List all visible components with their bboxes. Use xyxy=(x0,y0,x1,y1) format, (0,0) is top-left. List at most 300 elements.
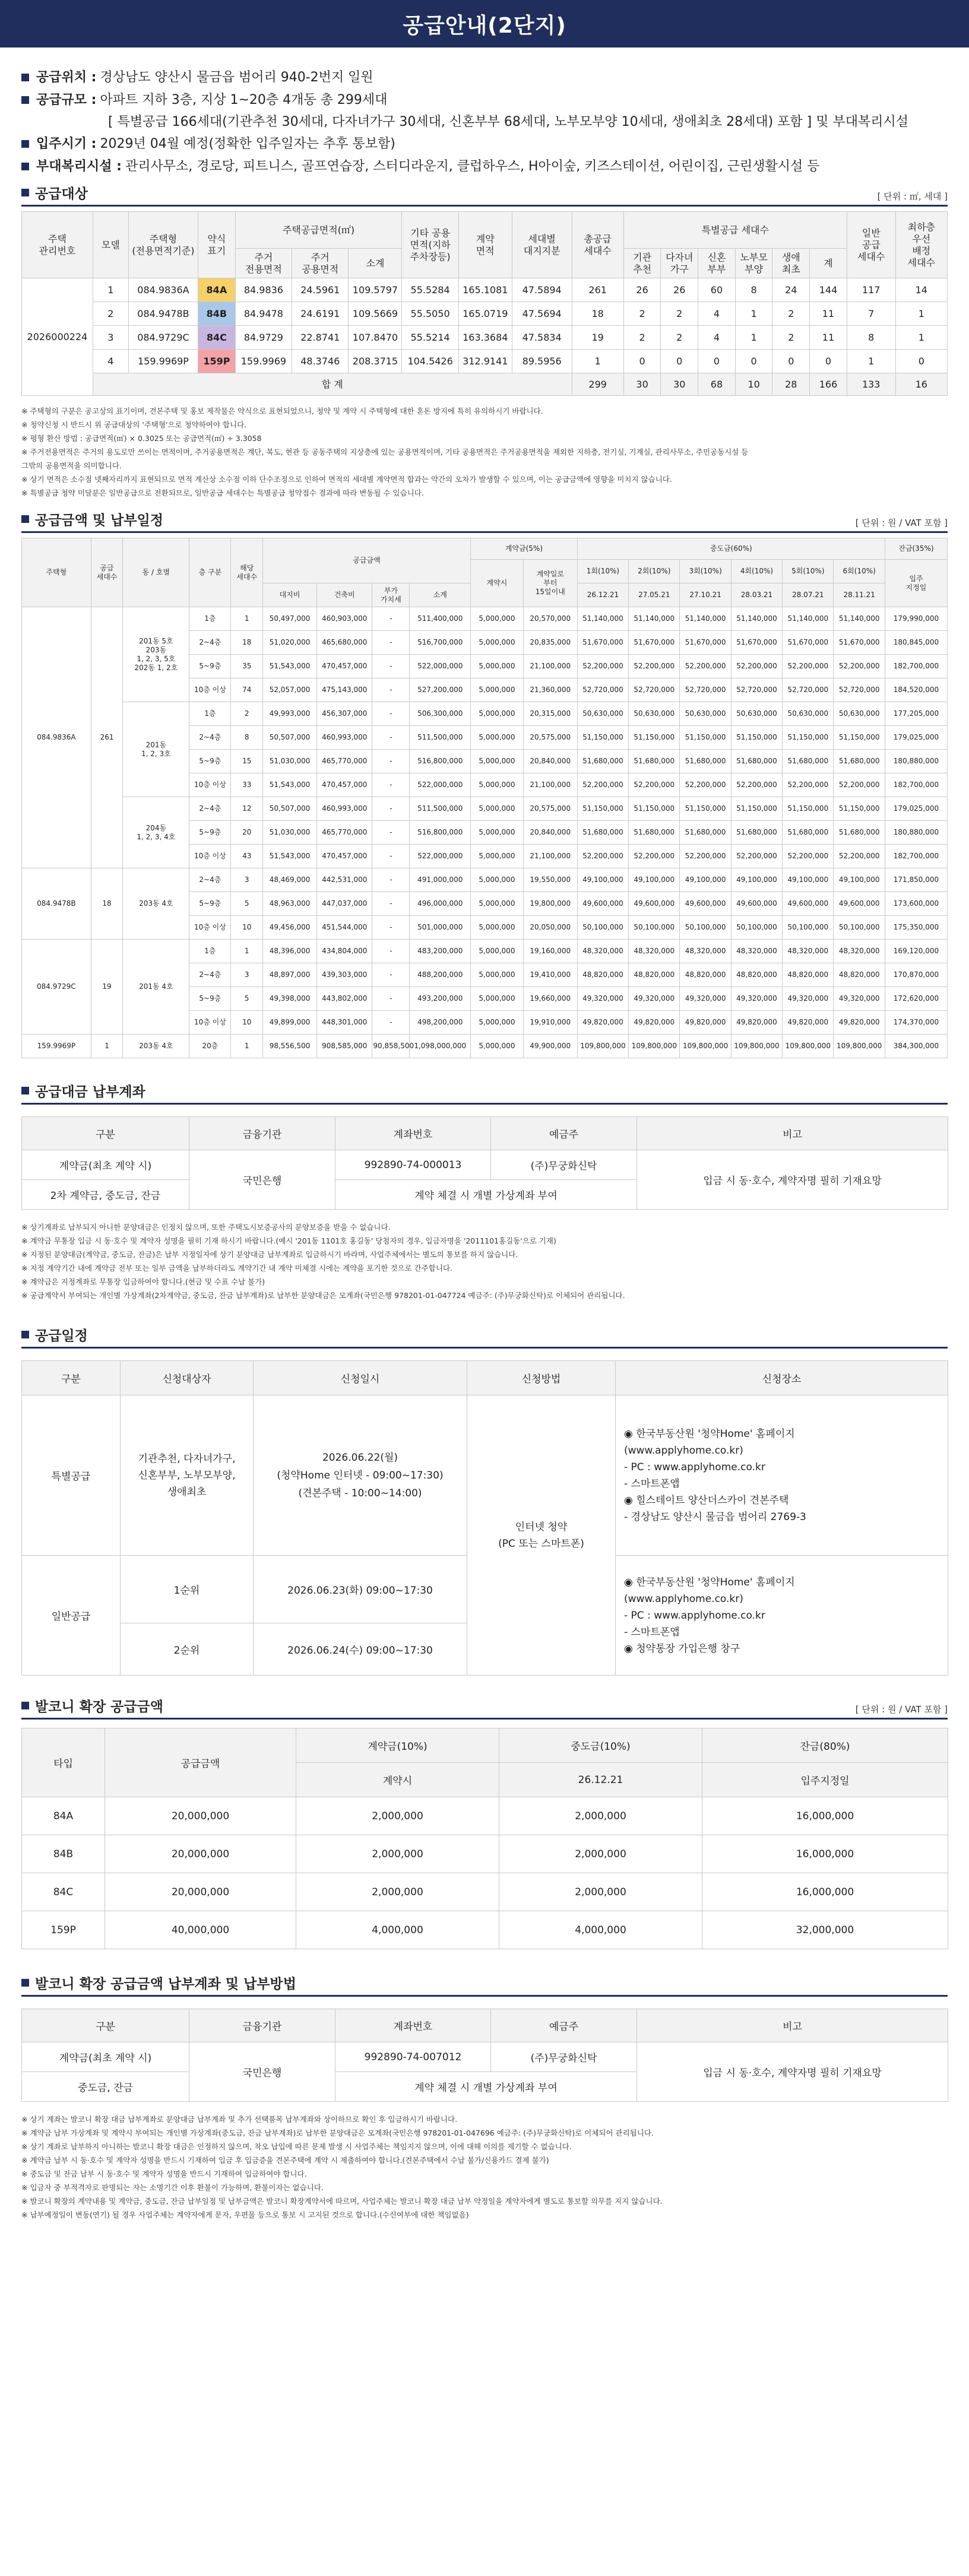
table-cell: 5,000,000 xyxy=(471,726,524,750)
table-cell: - xyxy=(372,916,410,940)
table-cell: 908,585,000 xyxy=(317,1035,372,1058)
table-cell: 51,680,000 xyxy=(731,821,782,845)
table-cell: 208.3715 xyxy=(349,350,402,373)
notes-supply-target xyxy=(21,404,948,500)
header-cell: 27.05.21 xyxy=(629,583,680,607)
table-cell: 48,320,000 xyxy=(834,940,885,963)
table-cell: 488,200,000 xyxy=(410,963,471,987)
table-cell: 49,993,000 xyxy=(263,702,317,726)
header-cell: 6회(10%) xyxy=(834,560,885,583)
table-header-row xyxy=(22,538,948,560)
table-cell: 51,150,000 xyxy=(783,797,834,821)
table-cell: 1층 xyxy=(189,607,231,631)
balcony-account-table xyxy=(21,2009,948,2102)
section-title: 발코니 확장 공급금액 납부계좌 및 납부방법 xyxy=(35,1977,296,1992)
table-cell: 498,200,000 xyxy=(410,1011,471,1035)
table-cell: 계약금(최초 계약 시) xyxy=(22,2042,189,2072)
table-cell: 1 xyxy=(735,326,772,350)
section-header-payment-account xyxy=(21,1081,948,1105)
table-cell: 16,000,000 xyxy=(702,1873,948,1911)
table-cell: - xyxy=(372,892,410,916)
table-cell: 109.5669 xyxy=(349,302,402,326)
header-cell: 계약일로 부터 15일이내 xyxy=(523,560,577,607)
table-cell: 51,020,000 xyxy=(263,631,317,655)
table-cell: 8 xyxy=(735,278,772,302)
table-cell: 51,140,000 xyxy=(731,607,782,631)
table-cell: 4 xyxy=(93,350,128,373)
table-cell: 52,200,000 xyxy=(834,773,885,797)
table-cell: - xyxy=(372,607,410,631)
table-cell: 20,570,000 xyxy=(523,607,577,631)
header-cell: 4회(10%) xyxy=(731,560,782,583)
table-cell: 133 xyxy=(847,373,895,396)
table-cell: 52,200,000 xyxy=(577,773,628,797)
table-cell: 1 xyxy=(93,278,128,302)
note-line: ※ 평형 환산 방법 : 공급면적(㎡) × 0.3025 또는 공급면적(㎡) ÷ 3.3058 xyxy=(21,434,262,443)
type-cell: 084.9729C xyxy=(22,940,91,1035)
table-cell: 52,200,000 xyxy=(731,655,782,678)
table-cell: 51,670,000 xyxy=(629,631,680,655)
table-cell: 52,200,000 xyxy=(834,845,885,868)
table-cell: (주)무궁화신탁 xyxy=(491,2042,637,2072)
table-cell: - xyxy=(372,868,410,892)
table-cell: 50,507,000 xyxy=(263,797,317,821)
table-cell: 52,200,000 xyxy=(783,773,834,797)
table-cell: 19 xyxy=(572,326,623,350)
table-cell: 456,307,000 xyxy=(317,702,372,726)
section-title: 발코니 확장 공급금액 xyxy=(35,1699,163,1715)
table-cell: 60 xyxy=(698,278,736,302)
table-cell: 51,543,000 xyxy=(263,773,317,797)
header-cell: 계약금(5%) xyxy=(471,538,578,560)
price-row xyxy=(22,868,948,892)
table-cell: 5,000,000 xyxy=(471,655,524,678)
table-cell: 8 xyxy=(231,726,263,750)
header-cell: 타입 xyxy=(22,1728,105,1797)
header-cell: 3회(10%) xyxy=(680,560,731,583)
table-cell: 84.9729 xyxy=(235,326,292,350)
section-header-schedule xyxy=(21,1325,948,1349)
table-cell: 50,507,000 xyxy=(263,726,317,750)
header-cell: 모델 xyxy=(93,212,128,278)
table-cell: 3 xyxy=(231,963,263,987)
table-cell: 33 xyxy=(231,773,263,797)
table-cell: 2,000,000 xyxy=(499,1873,702,1911)
mgmt-number: 2026000224 xyxy=(22,278,93,396)
table-cell: 5,000,000 xyxy=(471,868,524,892)
info-value: 관리사무소, 경로당, 피트니스, 골프연습장, 스터디라운지, 클럽하우스, H아이숲, 키즈스테이션, 어린이집, 근린생활시설 등 xyxy=(125,159,820,174)
table-cell: 19,660,000 xyxy=(523,987,577,1011)
table-cell: 179,025,000 xyxy=(885,797,947,821)
note-line: ※ 상기 계좌는 발코니 확장 대금 납부계좌로 분양대금 납부계좌 및 추가 선택품목 납부계좌와 상이하므로 확인 후 입금하시기 바랍니다. xyxy=(21,2115,458,2124)
table-cell: 48.3746 xyxy=(292,350,349,373)
table-cell: 19,160,000 xyxy=(523,940,577,963)
table-cell: 2,000,000 xyxy=(296,1873,499,1911)
table-cell: 1층 xyxy=(189,940,231,963)
table-cell: 49,820,000 xyxy=(577,1011,628,1035)
application-schedule-table xyxy=(21,1360,948,1676)
note-line: ※ 중도금 및 잔금 납부 시 동·호수 및 계약자 성명을 반드시 기재하여 입금하여야 합니다. xyxy=(21,2169,307,2178)
table-cell: 49,320,000 xyxy=(783,987,834,1011)
info-value: 2029년 04월 예정(정확한 입주일자는 추후 통보함) xyxy=(100,137,395,151)
table-cell: 4 xyxy=(698,326,736,350)
table-cell: 49,320,000 xyxy=(680,987,731,1011)
table-cell: 49,100,000 xyxy=(834,868,885,892)
table-cell: 52,200,000 xyxy=(629,845,680,868)
bullet-icon xyxy=(21,74,29,81)
header-cell: 신청장소 xyxy=(616,1361,948,1395)
table-cell: 434,804,000 xyxy=(317,940,372,963)
table-cell: 496,000,000 xyxy=(410,892,471,916)
table-cell: 49,820,000 xyxy=(834,1011,885,1035)
table-cell: 11 xyxy=(810,302,847,326)
account-row xyxy=(22,1150,948,1180)
table-cell: 50,100,000 xyxy=(731,916,782,940)
table-cell: 16,000,000 xyxy=(702,1835,948,1873)
table-cell: 084.9836A xyxy=(128,278,198,302)
bullet-icon xyxy=(21,96,29,104)
table-cell: 14 xyxy=(895,278,947,302)
table-cell: 5 xyxy=(231,987,263,1011)
table-cell: 10층 이상 xyxy=(189,916,231,940)
table-cell: 465,770,000 xyxy=(317,821,372,845)
table-cell: 26 xyxy=(623,278,661,302)
table-cell: 5~9층 xyxy=(189,987,231,1011)
table-cell: 계약 체결 시 개별 가상계좌 부여 xyxy=(335,1180,637,1210)
header-cell: 예금주 xyxy=(491,2009,637,2042)
table-cell: - xyxy=(372,845,410,868)
table-cell: 159.9969P xyxy=(128,350,198,373)
method-cell: 인터넷 청약 (PC 또는 스마트폰) xyxy=(467,1395,616,1676)
table-cell: 49,820,000 xyxy=(680,1011,731,1035)
page-title: 공급안내(2단지) xyxy=(0,0,969,47)
table-cell: 2,000,000 xyxy=(296,1835,499,1873)
table-cell: 49,100,000 xyxy=(577,868,628,892)
total-row xyxy=(22,373,948,396)
table-cell: 49,820,000 xyxy=(783,1011,834,1035)
dong-cell: 201동 5호 203동 1, 2, 3, 5호 202동 1, 2호 xyxy=(123,607,189,702)
table-cell: - xyxy=(372,702,410,726)
table-row xyxy=(22,302,948,326)
table-cell: 49,100,000 xyxy=(783,868,834,892)
price-row xyxy=(22,702,948,726)
account-number: 992890-74-007012 xyxy=(335,2042,491,2072)
table-cell: 51,150,000 xyxy=(680,726,731,750)
table-cell: 50,630,000 xyxy=(680,702,731,726)
note-line: ※ 계약금 납부 가상계좌 및 계약시 부여되는 개인별 가상계좌(중도금, 잔금 납부계좌)로 납부한 분양대금은 모계좌(국민은행 978201-01-047696 예금주: (주)무궁화신탁)로 이체되어 관리됩니다. xyxy=(21,2128,654,2137)
header-cell: 총공급 세대수 xyxy=(572,212,623,278)
table-cell: 52,200,000 xyxy=(834,655,885,678)
table-cell: 35 xyxy=(231,655,263,678)
header-cell: 중도금(10%) xyxy=(499,1728,702,1763)
note-line: ※ 특별공급 청약 미달분은 일반공급으로 전환되므로, 일반공급 세대수는 특별공급 청약접수 결과에 따라 변동될 수 있습니다. xyxy=(21,488,424,497)
table-cell: 1 xyxy=(231,1035,263,1058)
table-cell: 52,200,000 xyxy=(577,845,628,868)
table-cell: 74 xyxy=(231,678,263,702)
table-cell: 51,680,000 xyxy=(834,821,885,845)
table-cell: 52,200,000 xyxy=(577,655,628,678)
table-cell: - xyxy=(372,987,410,1011)
header-cell: 1회(10%) xyxy=(577,560,628,583)
table-cell: 49,899,000 xyxy=(263,1011,317,1035)
header-cell: 주거 전용면적 xyxy=(235,249,292,278)
table-cell: 51,140,000 xyxy=(577,607,628,631)
balcony-row xyxy=(22,1797,948,1835)
header-cell: 구분 xyxy=(22,1117,189,1150)
table-cell: 475,143,000 xyxy=(317,678,372,702)
note-line: ※ 주택형의 구분은 공고상의 표기이며, 견본주택 및 홍보 제작물은 약식으로 표현되었으니, 청약 및 계약 시 주택형에 대한 혼돈 방지에 특히 유의하시기 바랍니다. xyxy=(21,407,543,415)
table-cell: 5,000,000 xyxy=(471,963,524,987)
table-cell: 516,800,000 xyxy=(410,750,471,773)
table-cell: 20,000,000 xyxy=(105,1873,296,1911)
header-cell: 건축비 xyxy=(317,583,372,607)
table-cell: 177,205,000 xyxy=(885,702,947,726)
table-cell: 180,880,000 xyxy=(885,821,947,845)
type-cell: 159.9969P xyxy=(22,1035,91,1058)
bullet-icon xyxy=(21,515,29,523)
type-badge: 84B xyxy=(198,302,236,326)
table-cell: 계약 체결 시 개별 가상계좌 부여 xyxy=(335,2072,637,2102)
table-cell: 5,000,000 xyxy=(471,678,524,702)
table-cell: - xyxy=(372,1011,410,1035)
table-cell: 51,680,000 xyxy=(783,821,834,845)
rank-cell: 2순위 xyxy=(121,1623,254,1676)
table-cell: 5~9층 xyxy=(189,892,231,916)
table-cell: 0 xyxy=(772,350,810,373)
target-cell: 기관추천, 다자녀가구, 신혼부부, 노부모부양, 생애최초 xyxy=(121,1395,254,1556)
table-cell: 51,150,000 xyxy=(680,797,731,821)
header-cell: 26.12.21 xyxy=(499,1763,702,1797)
bullet-icon xyxy=(21,1331,29,1338)
table-cell: 50,630,000 xyxy=(834,702,885,726)
table-cell: 52,200,000 xyxy=(680,773,731,797)
note-line: ※ 지정 계약기간 내에 계약금 전부 또는 일부 금액을 납부하더라도 계약기간 내 계약 미체결 시에는 계약을 포기한 것으로 간주합니다. xyxy=(21,1264,452,1273)
table-cell: 084.9478B xyxy=(128,302,198,326)
table-cell: 52,200,000 xyxy=(731,773,782,797)
table-cell: 163.3684 xyxy=(458,326,512,350)
header-cell: 잔금(35%) xyxy=(885,538,947,560)
header-cell: 최하층 우선 배정 세대수 xyxy=(895,212,947,278)
table-cell: 5,000,000 xyxy=(471,940,524,963)
price-row xyxy=(22,940,948,963)
table-cell: 43 xyxy=(231,845,263,868)
table-cell: 48,320,000 xyxy=(577,940,628,963)
table-cell: 470,457,000 xyxy=(317,845,372,868)
table-cell: 5,000,000 xyxy=(471,1035,524,1058)
table-cell: 2~4층 xyxy=(189,868,231,892)
section-title: 공급대상 xyxy=(35,186,88,202)
table-cell: 166 xyxy=(810,373,847,396)
table-cell: - xyxy=(372,821,410,845)
table-cell: 451,544,000 xyxy=(317,916,372,940)
date-cell: 2026.06.22(월) (청약Home 인터넷 - 09:00~17:30) (견본주택 - 10:00~14:00) xyxy=(254,1395,467,1556)
header-cell: 주택형 (전용면적기준) xyxy=(128,212,198,278)
remark-cell: 입금 시 동·호수, 계약자명 필히 기재요망 xyxy=(637,2042,948,2102)
table-cell: 51,030,000 xyxy=(263,821,317,845)
table-cell: 20,575,000 xyxy=(523,797,577,821)
header-cell: 계약 면적 xyxy=(458,212,512,278)
table-cell: 5,000,000 xyxy=(471,750,524,773)
table-cell: 8 xyxy=(847,326,895,350)
table-cell: 49,456,000 xyxy=(263,916,317,940)
table-cell: 483,200,000 xyxy=(410,940,471,963)
table-cell: 5 xyxy=(231,892,263,916)
section-header-supply-target xyxy=(21,183,948,207)
table-cell: 165.1081 xyxy=(458,278,512,302)
header-cell: 비고 xyxy=(637,1117,948,1150)
table-cell: 5,000,000 xyxy=(471,773,524,797)
header-cell: 계약금(10%) xyxy=(296,1728,499,1763)
unit-label: [ 단위 : ㎡, 세대 ] xyxy=(877,191,948,202)
bank-cell: 국민은행 xyxy=(189,2042,335,2102)
table-cell: 52,720,000 xyxy=(629,678,680,702)
note-line: ※ 상기 계좌로 납부하지 아니하는 발코니 확장 대금은 인정하지 않으며, 착오 납입에 따른 문제 발생 시 사업주체는 책임지지 않으며, 이에 대해 이의를 제기할 수 없습니다. xyxy=(21,2142,572,2151)
table-cell: 51,670,000 xyxy=(731,631,782,655)
table-cell: 20,840,000 xyxy=(523,821,577,845)
table-row xyxy=(22,326,948,350)
price-row xyxy=(22,1035,948,1058)
header-cell: 28.07.21 xyxy=(783,583,834,607)
total-label: 합 계 xyxy=(93,373,572,396)
bank-cell: 국민은행 xyxy=(189,1150,335,1210)
table-cell: 443,802,000 xyxy=(317,987,372,1011)
header-cell: 소계 xyxy=(349,249,402,278)
info-label: 공급규모 : xyxy=(36,93,97,107)
table-cell: 50,630,000 xyxy=(731,702,782,726)
table-cell: 50,100,000 xyxy=(577,916,628,940)
note-line: ※ 계약금 무통장 입금 시 동·호수 및 계약자 성명을 필히 기재 하시기 바랍니다.(예시 '201동 1101호 홍길동' 당첨자의 경우, 입금자명을 '2011101홍길동'으로 기재) xyxy=(21,1236,556,1245)
supply-target-table xyxy=(21,211,948,396)
table-cell: 465,770,000 xyxy=(317,750,372,773)
table-cell: 51,150,000 xyxy=(577,726,628,750)
header-cell: 동 / 호별 xyxy=(123,538,189,607)
balcony-row xyxy=(22,1835,948,1873)
table-cell: - xyxy=(372,750,410,773)
info-scale-detail: [ 특별공급 166세대(기관추천 30세대, 다자녀가구 30세대, 신혼부부 68세대, 노부모부양 10세대, 생애최초 28세대) 포함 ] 및 부대복리시설 xyxy=(108,115,909,129)
table-cell: 159.9969 xyxy=(235,350,292,373)
table-cell: 10층 이상 xyxy=(189,773,231,797)
table-cell: 460,903,000 xyxy=(317,607,372,631)
table-cell: 51,670,000 xyxy=(577,631,628,655)
table-cell: 5,000,000 xyxy=(471,916,524,940)
date-cell: 2026.06.24(수) 09:00~17:30 xyxy=(254,1623,467,1676)
section-title: 공급금액 및 납부일정 xyxy=(35,513,163,528)
table-cell: 7 xyxy=(847,302,895,326)
table-cell: 47.5694 xyxy=(512,302,572,326)
table-cell: 30 xyxy=(623,373,661,396)
bullet-icon xyxy=(21,1979,29,1987)
table-cell: 493,200,000 xyxy=(410,987,471,1011)
table-cell: 174,370,000 xyxy=(885,1011,947,1035)
table-cell: 20,000,000 xyxy=(105,1835,296,1873)
header-cell: 신청방법 xyxy=(467,1361,616,1395)
table-cell: 32,000,000 xyxy=(702,1911,948,1949)
table-cell: 48,820,000 xyxy=(834,963,885,987)
header-cell: 세대별 대지지분 xyxy=(512,212,572,278)
header-cell: 계 xyxy=(810,249,847,278)
header-cell: 26.12.21 xyxy=(577,583,628,607)
section-header-balcony-price xyxy=(21,1696,948,1720)
table-cell: 51,670,000 xyxy=(834,631,885,655)
table-cell: 48,820,000 xyxy=(680,963,731,987)
table-cell: 26 xyxy=(661,278,698,302)
table-cell: 20,835,000 xyxy=(523,631,577,655)
table-cell: 49,600,000 xyxy=(731,892,782,916)
table-cell: 10 xyxy=(735,373,772,396)
table-cell: 516,700,000 xyxy=(410,631,471,655)
table-cell: 182,700,000 xyxy=(885,655,947,678)
table-cell: 50,630,000 xyxy=(783,702,834,726)
table-cell: 470,457,000 xyxy=(317,655,372,678)
table-cell: 48,396,000 xyxy=(263,940,317,963)
header-cell: 일반 공급 세대수 xyxy=(847,212,895,278)
note-line: ※ 상기계좌로 납부되지 아니한 분양대금은 인정치 않으며, 또한 주택도시보증공사의 분양보증을 받을 수 없습니다. xyxy=(21,1223,391,1232)
table-cell: 465,680,000 xyxy=(317,631,372,655)
table-cell: 48,820,000 xyxy=(629,963,680,987)
balcony-price-table xyxy=(21,1728,948,1949)
table-cell: 51,680,000 xyxy=(680,821,731,845)
units-cell: 18 xyxy=(91,868,123,940)
payment-account-table xyxy=(21,1116,948,1210)
table-cell: 89.5956 xyxy=(512,350,572,373)
table-cell: 49,100,000 xyxy=(731,868,782,892)
table-cell: 51,670,000 xyxy=(783,631,834,655)
table-cell: 109,800,000 xyxy=(680,1035,731,1058)
table-cell: 51,680,000 xyxy=(577,821,628,845)
table-cell: 522,000,000 xyxy=(410,845,471,868)
table-cell: 144 xyxy=(810,278,847,302)
info-label: 부대복리시설 : xyxy=(36,159,122,174)
table-cell: - xyxy=(372,940,410,963)
header-cell: 신청대상자 xyxy=(121,1361,254,1395)
remark-cell: 입금 시 동·호수, 계약자명 필히 기재요망 xyxy=(637,1150,948,1210)
table-cell: 1,098,000,000 xyxy=(410,1035,471,1058)
header-cell: 주택형 xyxy=(22,538,91,607)
table-cell: 47.5834 xyxy=(512,326,572,350)
note-line: ※ 계약금 납부 시 동·호수 및 계약자 성명을 반드시 기재하여 입금 후 입금증을 견본주택에 계약 시 제출하여야 합니다.(견본주택에서 수납 불가/신용카드 결제 불가) xyxy=(21,2156,549,2165)
table-cell: 52,720,000 xyxy=(680,678,731,702)
table-cell: 21,100,000 xyxy=(523,655,577,678)
table-cell: 48,820,000 xyxy=(731,963,782,987)
table-cell: 109,800,000 xyxy=(834,1035,885,1058)
header-cell: 중도금(60%) xyxy=(577,538,885,560)
table-cell: 5,000,000 xyxy=(471,797,524,821)
table-cell: 165.0719 xyxy=(458,302,512,326)
unit-label: [ 단위 : 원 / VAT 포함 ] xyxy=(855,1704,948,1715)
note-line: ※ 발코니 확장의 계약내용 및 계약금, 중도금, 잔금 납부일정 및 납부금액은 발코니 확장계약서에 따르며, 사업주체는 발코니 확장 대금 납부 약정일을 계약자에게 별도로 통보할 의무를 지지 않습니다. xyxy=(21,2197,663,2206)
table-cell: 5,000,000 xyxy=(471,987,524,1011)
table-cell: 90,858,500 xyxy=(372,1035,410,1058)
table-cell: - xyxy=(372,963,410,987)
table-cell: 179,025,000 xyxy=(885,726,947,750)
table-cell: 84A xyxy=(22,1797,105,1835)
table-cell: 20,315,000 xyxy=(523,702,577,726)
table-cell: 계약금(최초 계약 시) xyxy=(22,1150,189,1180)
table-cell: 48,820,000 xyxy=(783,963,834,987)
table-cell: 98,556,500 xyxy=(263,1035,317,1058)
note-line: ※ 납부예정일이 변동(연기) 될 경우 사업주체는 계약자에게 문자, 우편물 등으로 통보 시 고지된 것으로 합니다.(수신여부에 대한 책임없음) xyxy=(21,2210,469,2219)
table-cell: 55.5284 xyxy=(402,278,458,302)
table-cell: 5~9층 xyxy=(189,655,231,678)
note-line: ※ 공급계약서 부여되는 개인별 가상계좌(2차계약금, 중도금, 잔금 납부계좌)로 납부한 분양대금은 모계좌(국민은행 978201-01-047724 예금주: (주)무궁화신탁)로 이체되어 관리됩니다. xyxy=(21,1291,625,1300)
table-header-row xyxy=(22,212,948,249)
bullet-icon xyxy=(21,189,29,196)
table-cell: 0 xyxy=(698,350,736,373)
table-cell: 2 xyxy=(623,302,661,326)
bullet-icon xyxy=(21,140,29,148)
info-location xyxy=(21,66,948,89)
section-header-price-schedule xyxy=(21,509,948,533)
